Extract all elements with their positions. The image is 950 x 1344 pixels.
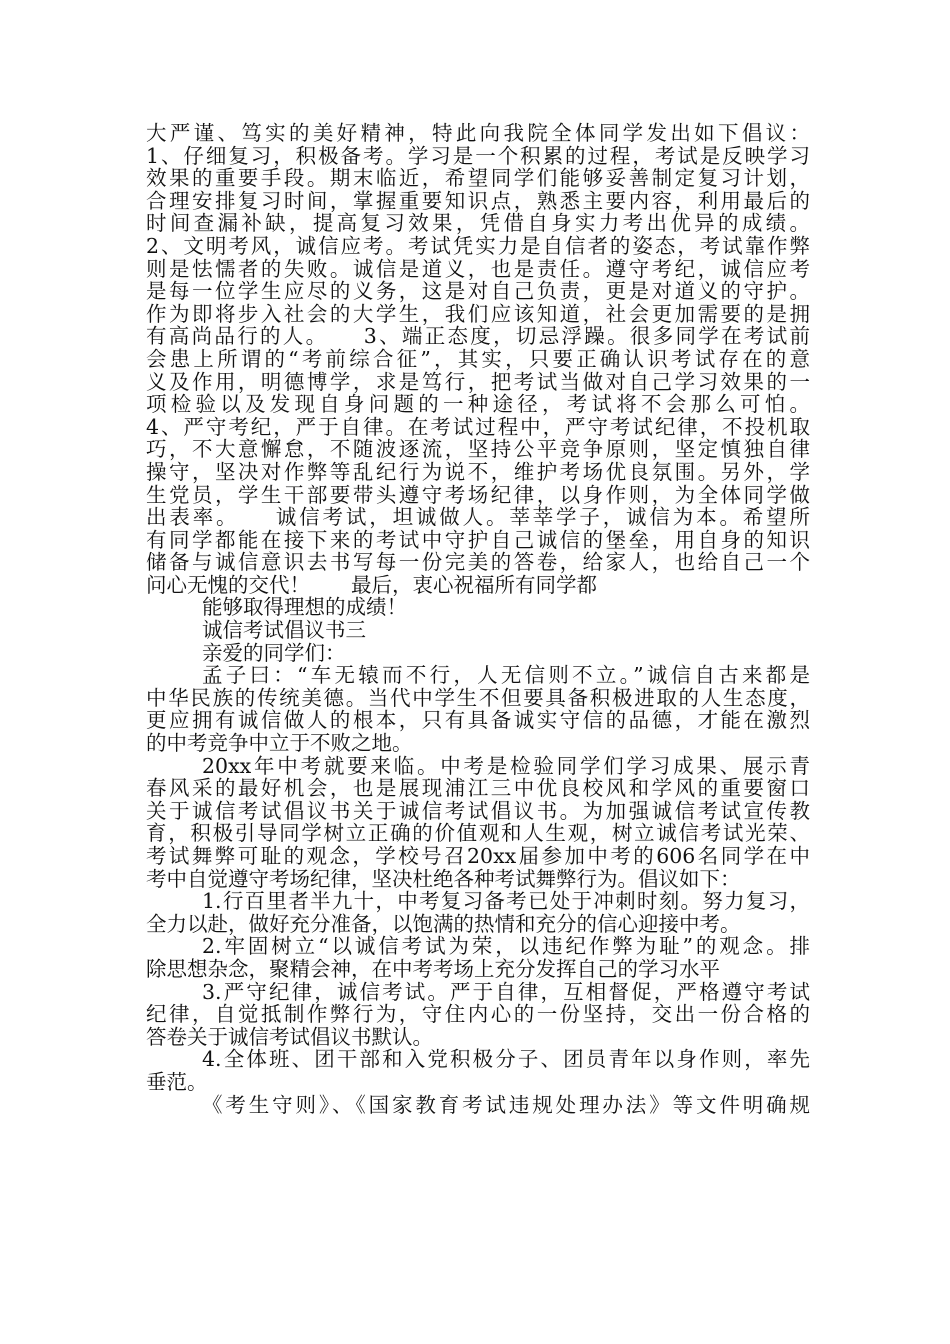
text-line: 2.牢固树立“以诚信考试为荣，以违纪作弊为耻”的观念。排	[202, 935, 810, 958]
text-line: 生党员，学生干部要带头遵守考场纪律，以身作则，为全体同学做	[146, 483, 810, 507]
text-line: 4、严守考纪，严于自律。在考试过程中，严守考试纪律，不投机取	[146, 415, 810, 439]
text-line: 会患上所谓的“考前综合征”，其实，只要正确认识考试存在的意	[146, 347, 810, 371]
text-line: 春风采的最好机会，也是展现浦江三中优良校风和学风的重要窗口	[146, 777, 810, 800]
text-line: 义及作用，明德博学，求是笃行，把考试当做对自己学习效果的一	[146, 370, 810, 394]
document-body	[146, 122, 810, 1116]
text-line: 效果的重要手段。期末临近，希望同学们能够妥善制定复习计划，	[146, 167, 810, 190]
text-line: 20xx年中考就要来临。中考是检验同学们学习成果、展示青	[202, 754, 810, 778]
text-line: 1.行百里者半九十，中考复习备考已处于冲刺时刻。努力复习，	[202, 890, 810, 913]
text-line: 有同学都能在接下来的考试中守护自己诚信的堡垒，用自身的知识	[146, 528, 810, 552]
text-line: 诚信考试倡议书三	[202, 619, 366, 642]
text-line: 除思想杂念，聚精会神，在中考考场上充分发挥自己的学习水平	[146, 957, 720, 981]
text-line: 中华民族的传统美德。当代中学生不但要具备积极进取的人生态度，	[146, 686, 810, 710]
text-line: 3.严守纪律，诚信考试。严于自律，互相督促，严格遵守考试	[202, 980, 810, 1004]
text-line: 《考生守则》、《国家教育考试违规处理办法》等文件明确规	[202, 1093, 810, 1117]
text-line: 纪律，自觉抵制作弊行为，守住内心的一份坚持，交出一份合格的	[146, 1003, 810, 1026]
text-line: 全力以赴，做好充分准备，以饱满的热情和充分的信心迎接中考。	[146, 912, 741, 936]
text-line: 的中考竞争中立于不败之地。	[146, 732, 413, 755]
text-line: 作为即将步入社会的大学生，我们应该知道，社会更加需要的是拥	[146, 302, 810, 326]
text-line: 更应拥有诚信做人的根本，只有具备诚实守信的品德，才能在激烈	[146, 709, 810, 733]
text-line: 是每一位学生应尽的义务，这是对自己负责，更是对道义的守护。	[146, 280, 810, 303]
text-line: 问心无愧的交代！ 最后，衷心祝福所有同学都	[146, 573, 597, 597]
text-line: 能够取得理想的成绩！	[202, 596, 407, 620]
text-line: 4.全体班、团干部和入党积极分子、团员青年以身作则，率先	[202, 1048, 810, 1071]
text-line: 1、仔细复习，积极备考。学习是一个积累的过程，考试是反映学习	[146, 144, 810, 168]
text-line: 答卷关于诚信考试倡议书默认。	[146, 1025, 433, 1049]
text-line: 出表率。 诚信考试，坦诚做人。莘莘学子，诚信为本。希望所	[146, 506, 810, 529]
text-line: 考试舞弊可耻的观念，学校号召20xx届参加中考的606名同学在中	[146, 845, 810, 868]
text-line: 则是怯懦者的失败。诚信是道义，也是责任。遵守考纪，诚信应考	[146, 257, 810, 281]
text-line: 储备与诚信意识去书写每一份完美的答卷，给家人，也给自己一个	[146, 551, 810, 574]
text-line: 有高尚品行的人。 3、端正态度，切忌浮躁。很多同学在考试前	[146, 325, 810, 348]
text-line: 操守，坚决对作弊等乱纪行为说不，维护考场优良氛围。另外，学	[146, 460, 810, 484]
text-line: 时间查漏补缺，提高复习效果，凭借自身实力考出优异的成绩。	[146, 212, 810, 235]
text-line: 巧，不大意懈怠，不随波逐流，坚持公平竞争原则，坚定慎独自律	[146, 438, 810, 461]
text-line: 孟子曰：“车无辕而不行，人无信则不立。”诚信自古来都是	[202, 664, 810, 687]
text-line: 2、文明考风，诚信应考。考试凭实力是自信者的姿态，考试靠作弊	[146, 234, 810, 258]
text-line: 垂范。	[146, 1070, 208, 1094]
text-line: 项检验以及发现自身问题的一种途径，考试将不会那么可怕。	[146, 393, 810, 416]
text-line: 合理安排复习时间，掌握重要知识点，熟悉主要内容，利用最后的	[146, 189, 810, 213]
text-line: 育，积极引导同学树立正确的价值观和人生观，树立诚信考试光荣、	[146, 822, 810, 845]
text-line: 考中自觉遵守考场纪律，坚决杜绝各种考试舞弊行为。倡议如下：	[146, 867, 741, 891]
text-line: 关于诚信考试倡议书关于诚信考试倡议书。为加强诚信考试宣传教	[146, 799, 810, 823]
text-line: 大严谨、笃实的美好精神，特此向我院全体同学发出如下倡议：	[146, 122, 810, 145]
text-line: 亲爱的同学们：	[202, 641, 346, 665]
